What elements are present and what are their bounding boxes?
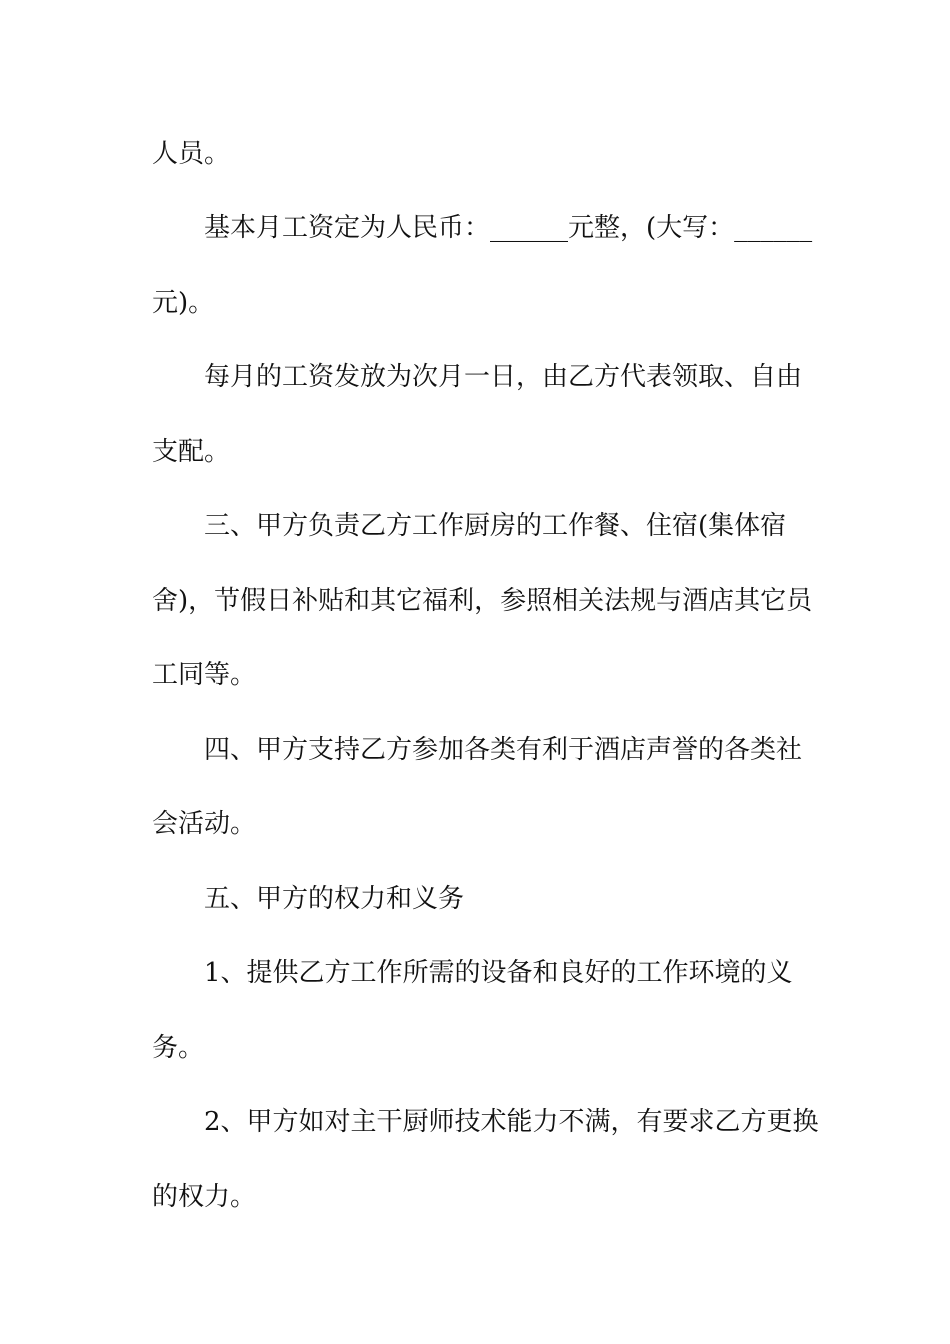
text-line: 工同等。 [152,660,257,690]
text-line: 三、甲方负责乙方工作厨房的工作餐、住宿(集体宿 [204,511,787,541]
text-line: 基本月工资定为人民币：______元整，(大写：______ [204,213,813,243]
text-line: 四、甲方支持乙方参加各类有利于酒店声誉的各类社 [204,735,803,765]
text-line: 五、甲方的权力和义务 [204,884,465,914]
text-line: 每月的工资发放为次月一日，由乙方代表领取、自由 [204,362,803,392]
text-line: 元)。 [152,288,215,318]
text-line: 2、甲方如对主干厨师技术能力不满，有要求乙方更换 [204,1107,819,1137]
text-line: 人员。 [152,139,231,169]
text-line: 1、提供乙方工作所需的设备和良好的工作环境的义 [204,958,793,988]
text-line: 务。 [152,1033,205,1063]
text-line: 支配。 [152,437,231,467]
text-line: 舍)，节假日补贴和其它福利，参照相关法规与酒店其它员 [152,586,813,616]
text-line: 的权力。 [152,1182,257,1212]
text-line: 会活动。 [152,809,257,839]
